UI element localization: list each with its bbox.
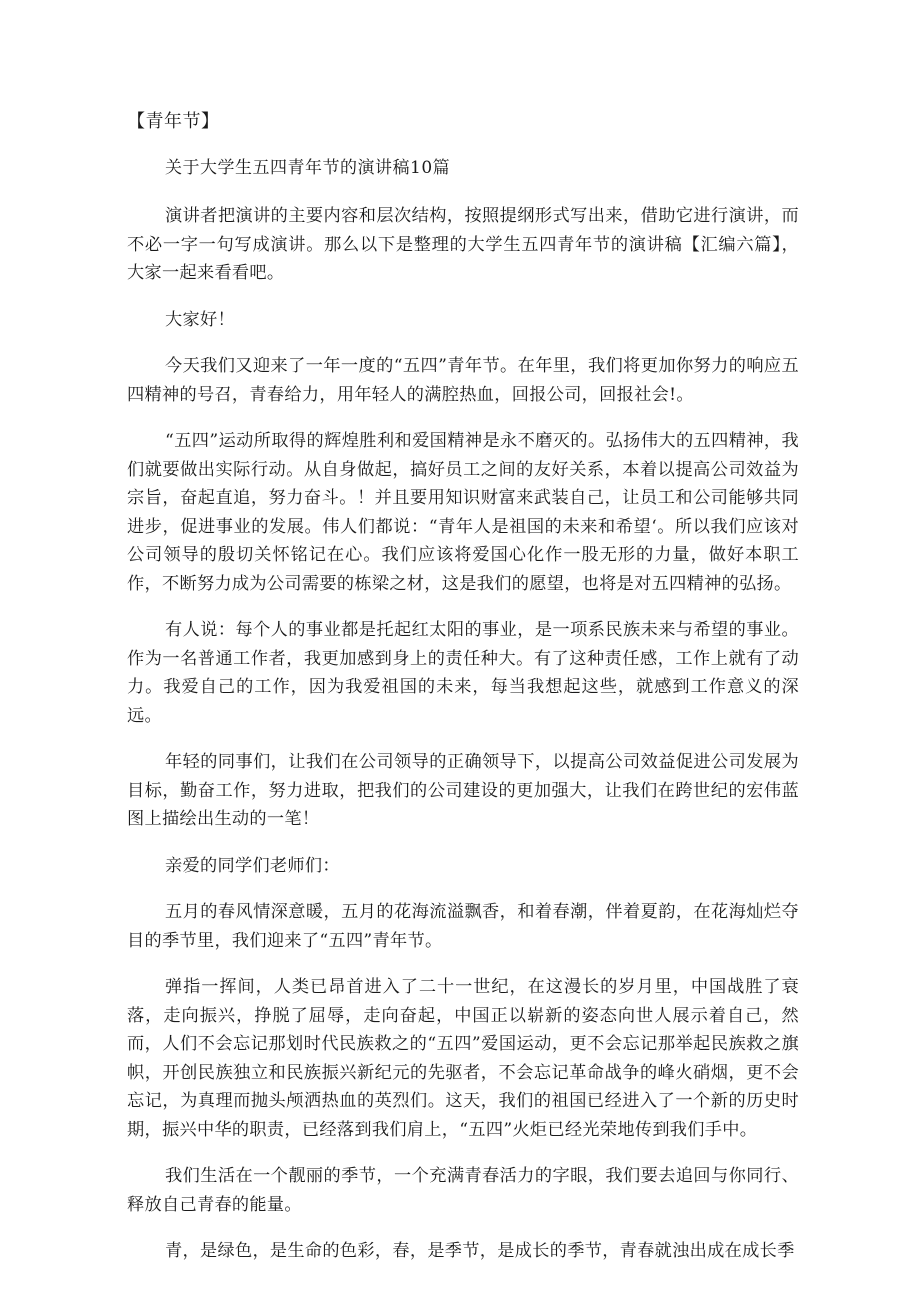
body-paragraph: “五四”运动所取得的辉煌胜利和爱国精神是永不磨灭的。弘扬伟大的五四精神，我们就要做出实际行动。从自身做起，搞好员工之间的友好关系，本着以提高公司效益为宗旨，奋起直追，努力奋斗。！并且要用知识财富来武装自己，让员工和公司能够共同进步，促进事业的发展。伟人们都说：“青年人是祖国的未来和希望‘。所以我们应该对公司领导的殷切关怀铭记在心。我们应该将爱国心化作一股无形的力量，做好本职工作，不断努力成为公司需要的栋梁之材，这是我们的愿望，也将是对五四精神的弘扬。: [127, 431, 799, 594]
greeting-paragraph: 大家好！: [165, 309, 235, 330]
body-paragraph: 今天我们又迎来了一年一度的“五四”青年节。在年里，我们将更加你努力的响应五四精神的号召，青春给力，用年轻人的满腔热血，回报公司，回报社会!。: [127, 356, 799, 405]
body-paragraph: 五月的春风情深意暖，五月的花海流溢飘香，和着春潮，伴着夏韵，在花海灿烂夺目的季节里，我们迎来了“五四”青年节。: [127, 902, 799, 951]
body-paragraph: 年轻的同事们，让我们在公司领导的正确领导下，以提高公司效益促进公司发展为目标，勤奋工作，努力进取，把我们的公司建设的更加强大，让我们在跨世纪的宏伟蓝图上描绘出生动的一笔！: [127, 752, 799, 829]
salutation-paragraph: 亲爱的同学们老师们：: [165, 855, 340, 876]
intro-paragraph: 演讲者把演讲的主要内容和层次结构，按照提纲形式写出来，借助它进行演讲，而不必一字一句写成演讲。那么以下是整理的大学生五四青年节的演讲稿【汇编六篇】，大家一起来看看吧。: [127, 206, 799, 283]
category-tag: 【青年节】: [127, 111, 220, 132]
body-paragraph: 我们生活在一个靓丽的季节，一个充满青春活力的字眼，我们要去追回与你同行、释放自己青春的能量。: [127, 1166, 799, 1215]
body-paragraph: 弹指一挥间，人类已昂首进入了二十一世纪，在这漫长的岁月里，中国战胜了衰落，走向振兴，挣脱了屈辱，走向奋起，中国正以崭新的姿态向世人展示着自己，然而，人们不会忘记那划时代民族救之的“五四”爱国运动，更不会忘记那举起民族救之旗帜，开创民族独立和民族振兴新纪元的先驱者，不会忘记革命战争的峰火硝烟，更不会忘记，为真理而抛头颅洒热血的英烈们。这天，我们的祖国已经进入了一个新的历史时期，振兴中华的职责，已经落到我们肩上，“五四”火炬已经光荣地传到我们手中。: [127, 977, 799, 1140]
document-body: [127, 108, 799, 1284]
document-title: 关于大学生五四青年节的演讲稿10篇: [165, 158, 451, 178]
body-paragraph: 青，是绿色，是生命的色彩，春，是季节，是成长的季节，青春就浊出成在成长季: [165, 1241, 795, 1261]
body-paragraph: 有人说：每个人的事业都是托起红太阳的事业，是一项系民族未来与希望的事业。作为一名普通工作者，我更加感到身上的责任种大。有了这种责任感，工作上就有了动力。我爱自己的工作，因为我爱祖国的未来，每当我想起这些，就感到工作意义的深远。: [127, 620, 799, 726]
